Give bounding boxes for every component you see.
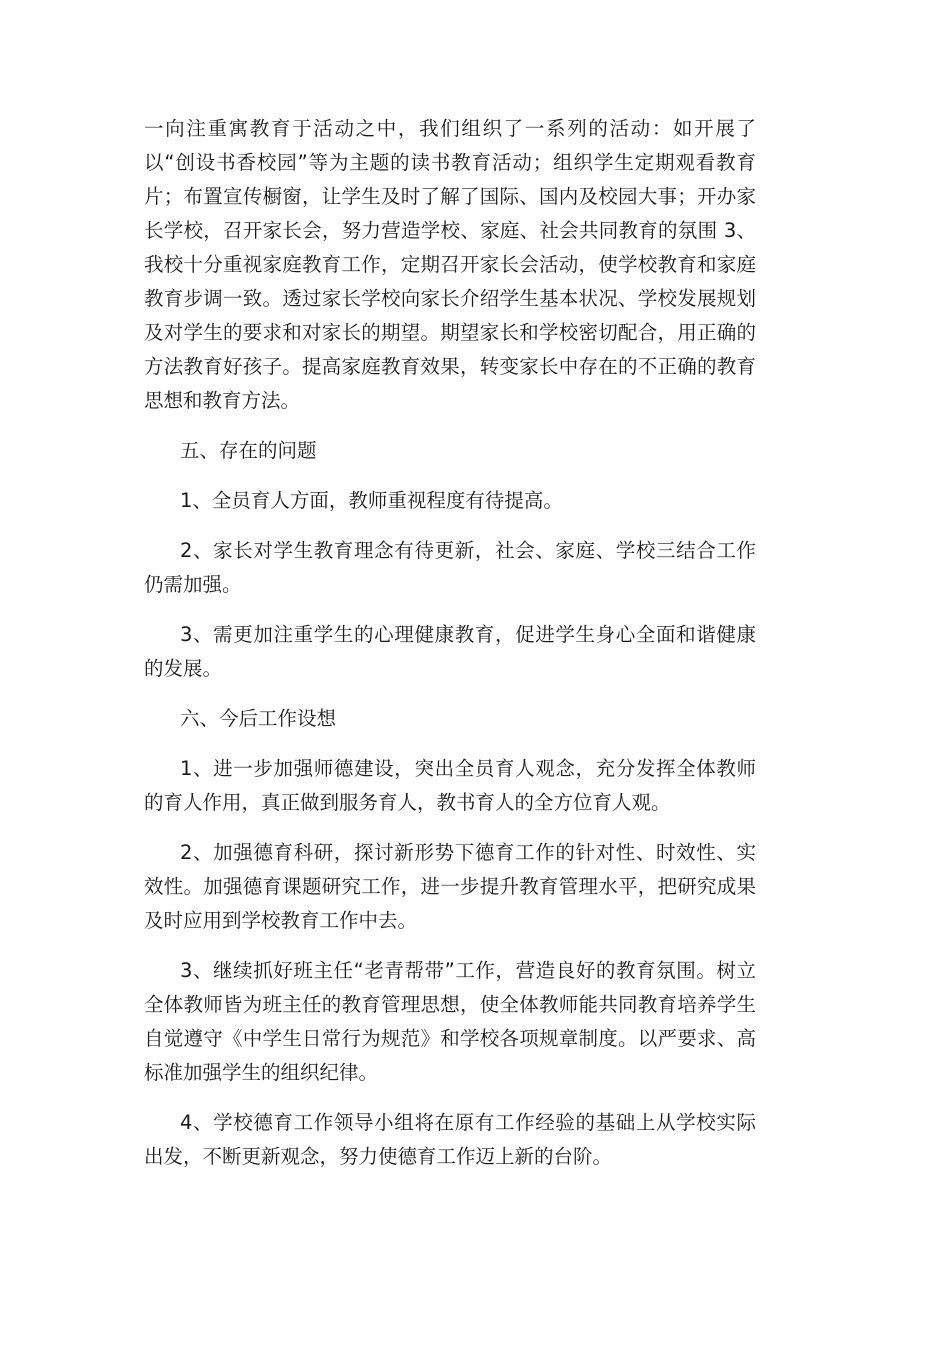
paragraph-plan-4: 4、学校德育工作领导小组将在原有工作经验的基础上从学校实际出发，不断更新观念，努力使德育工作迈上新的台阶。 xyxy=(144,1111,756,1168)
section-heading-problems: 五、存在的问题 xyxy=(180,439,317,462)
paragraph-activities: 一向注重寓教育于活动之中，我们组织了一系列的活动：如开展了以“创设书香校园”等为主题的读书教育活动；组织学生定期观看教育片；布置宣传橱窗，让学生及时了解了国际、国内及校园大事；开办家长学校，召开家长会，努力营造学校、家庭、社会共同教育的氛围 3、我校十分重视家庭教育工作，定期召开家长会活动，使学校教育和家庭教育步调一致。透过家长学校向家长介绍学生基本状况、学校发展规划及对学生的要求和对家长的期望。期望家长和学校密切配合，用正确的方法教育好孩子。提高家庭教育效果，转变家长中存在的不正确的教育思想和教育方法。 xyxy=(144,117,756,412)
paragraph-plan-1: 1、进一步加强师德建设，突出全员育人观念，充分发挥全体教师的育人作用，真正做到服务育人，教书育人的全方位育人观。 xyxy=(144,757,756,814)
paragraph-problem-2: 2、家长对学生教育理念有待更新，社会、家庭、学校三结合工作仍需加强。 xyxy=(144,539,756,596)
document-page xyxy=(144,112,756,1174)
section-heading-future-plans: 六、今后工作设想 xyxy=(180,707,337,730)
paragraph-problem-1: 1、全员育人方面，教师重视程度有待提高。 xyxy=(180,489,563,512)
paragraph-plan-2: 2、加强德育科研，探讨新形势下德育工作的针对性、时效性、实效性。加强德育课题研究工作，进一步提升教育管理水平，把研究成果及时应用到学校教育工作中去。 xyxy=(144,841,756,932)
paragraph-plan-3: 3、继续抓好班主任“老青帮带”工作，营造良好的教育氛围。树立全体教师皆为班主任的教育管理思想，使全体教师能共同教育培养学生自觉遵守《中学生日常行为规范》和学校各项规章制度。以严要求、高标准加强学生的组织纪律。 xyxy=(144,959,756,1084)
paragraph-problem-3: 3、需更加注重学生的心理健康教育，促进学生身心全面和谐健康的发展。 xyxy=(144,623,756,680)
